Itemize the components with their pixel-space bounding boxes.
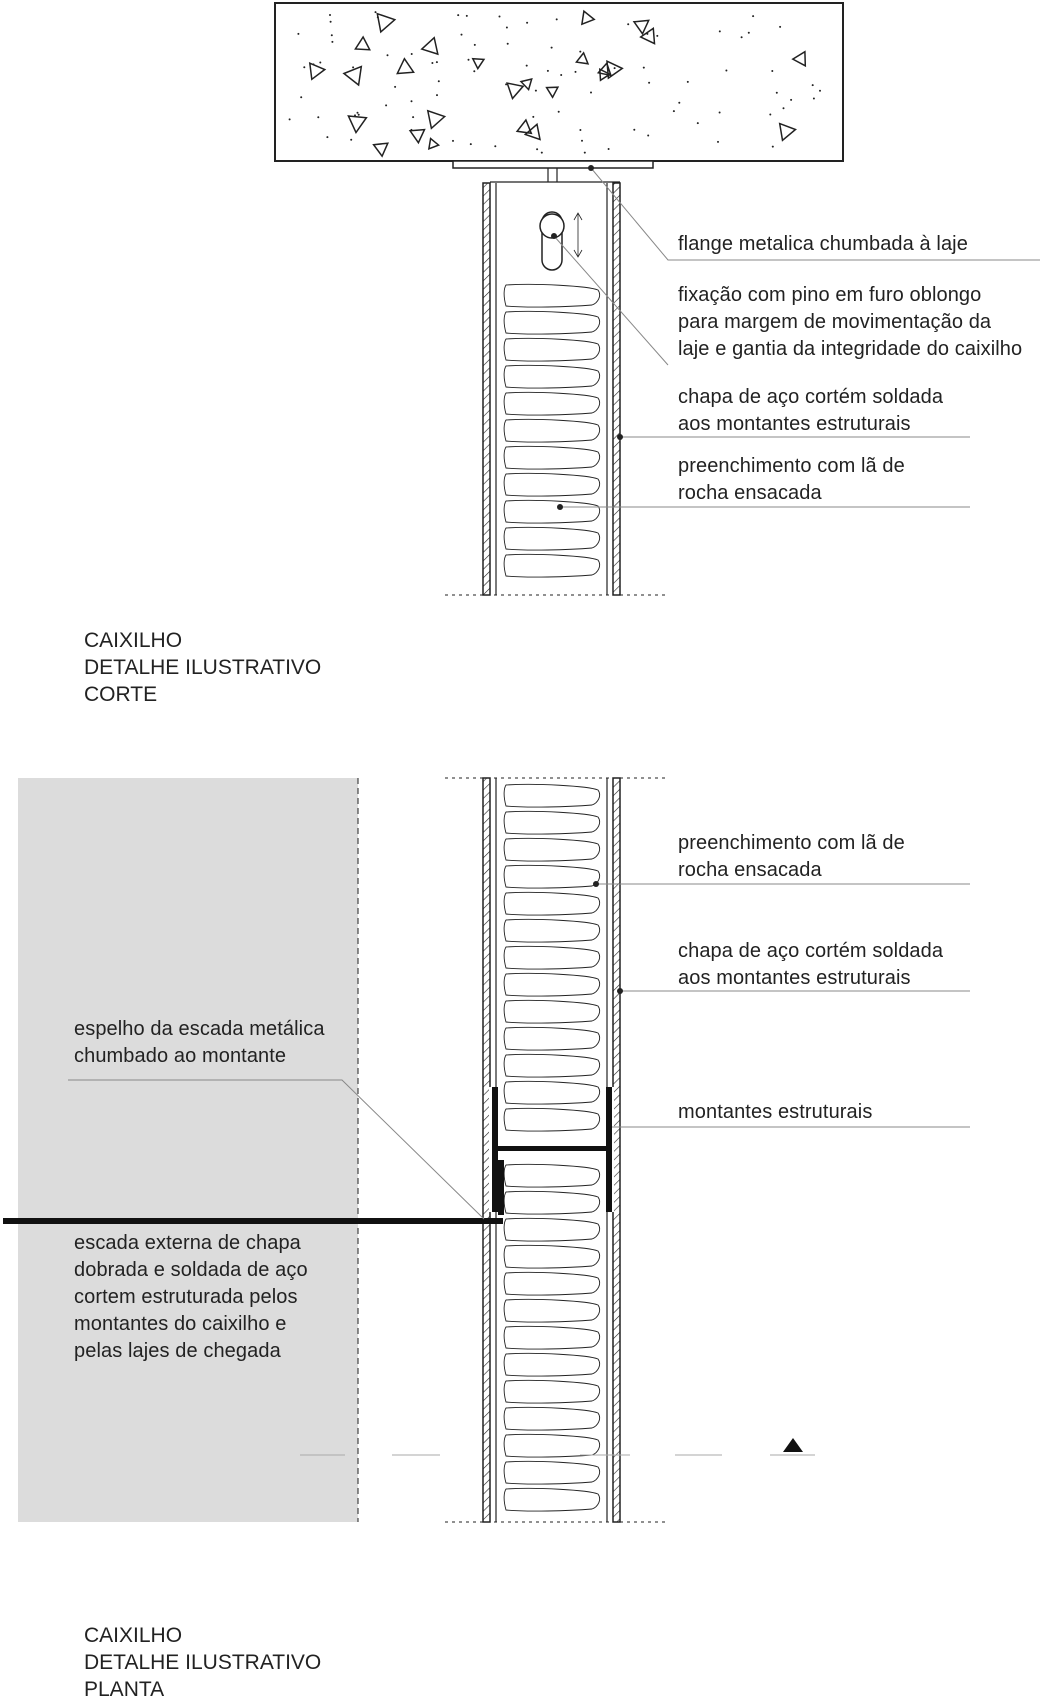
plan-title xyxy=(84,1622,321,1703)
sand-dot xyxy=(673,110,675,112)
sand-dot xyxy=(494,145,496,147)
label-line: aos montantes estruturais xyxy=(678,413,911,435)
concrete-slab xyxy=(275,3,843,161)
sand-dot xyxy=(535,90,537,92)
label-plan-preenchimento xyxy=(678,830,905,884)
sand-dot xyxy=(614,67,616,69)
wool-bag xyxy=(504,1081,600,1104)
wool-bag xyxy=(504,1108,600,1131)
label-plan-espelho xyxy=(74,1016,325,1070)
sand-dot xyxy=(769,114,771,116)
wool-bag xyxy=(504,1461,600,1484)
wool-bag xyxy=(504,784,600,807)
sand-dot xyxy=(725,70,727,72)
title-line: CAIXILHO xyxy=(84,629,183,652)
sand-dot xyxy=(752,15,754,17)
sand-dot xyxy=(473,70,475,72)
sand-dot xyxy=(678,102,680,104)
sand-dot xyxy=(656,35,658,37)
sand-dot xyxy=(470,143,472,145)
title-line: DETALHE ILUSTRATIVO xyxy=(84,1651,322,1674)
label-line: chapa de aço cortém soldada xyxy=(678,386,944,408)
sand-dot xyxy=(779,26,781,28)
sand-dot xyxy=(352,66,354,68)
sand-dot xyxy=(776,92,778,94)
wool-bag xyxy=(504,338,600,361)
wool-bag xyxy=(504,838,600,861)
sand-dot xyxy=(717,141,719,143)
sand-dot xyxy=(436,94,438,96)
sand-dot xyxy=(532,116,534,118)
sand-dot xyxy=(457,14,459,16)
sand-dot xyxy=(719,112,721,114)
wool-bag xyxy=(504,1434,600,1457)
sand-dot xyxy=(331,41,333,43)
sand-dot xyxy=(584,152,586,154)
section-marker-arrow xyxy=(783,1438,803,1452)
label-line: para margem de movimentação da xyxy=(678,311,992,333)
sand-dot xyxy=(303,66,305,68)
sand-dot xyxy=(466,15,468,17)
sand-dot xyxy=(536,148,538,150)
wool-bag xyxy=(504,1245,600,1268)
wool-bag xyxy=(504,811,600,834)
sand-dot xyxy=(313,63,315,65)
label-line: pelas lajes de chegada xyxy=(74,1340,281,1362)
wool-bag xyxy=(504,1326,600,1349)
sand-dot xyxy=(468,59,470,61)
sand-dot xyxy=(547,70,549,72)
label-line: chapa de aço cortém soldada xyxy=(678,940,944,962)
sand-dot xyxy=(579,129,581,131)
sand-dot xyxy=(357,112,359,114)
label-line: laje e gantia da integridade do caixilho xyxy=(678,338,1023,360)
section-title xyxy=(84,627,321,708)
sand-dot xyxy=(581,140,583,142)
sand-dot xyxy=(499,16,501,18)
sand-dot xyxy=(350,139,352,141)
sand-dot xyxy=(387,54,389,56)
title-line: PLANTA xyxy=(84,1678,165,1701)
section-leader-dots xyxy=(551,165,623,510)
sand-dot xyxy=(556,18,558,20)
label-line: montantes do caixilho e xyxy=(74,1313,287,1335)
label-line: espelho da escada metálica xyxy=(74,1018,325,1040)
sand-dot xyxy=(474,44,476,46)
sand-dot xyxy=(412,116,414,118)
sand-dot xyxy=(560,74,562,76)
sand-dot xyxy=(411,100,413,102)
label-flange xyxy=(678,231,968,258)
sand-dot xyxy=(526,22,528,24)
sand-dot xyxy=(526,65,528,67)
wool-bag xyxy=(504,284,600,307)
sand-dot xyxy=(647,135,649,137)
sand-dot xyxy=(438,80,440,82)
sand-dot xyxy=(319,62,321,64)
sand-dot xyxy=(646,33,648,35)
sand-dot xyxy=(558,111,560,113)
sand-dot xyxy=(579,51,581,53)
label-line: cortem estruturada pelos xyxy=(74,1286,298,1308)
sand-dot xyxy=(506,27,508,29)
wool-bag xyxy=(504,527,600,550)
sand-dot xyxy=(505,83,507,85)
corten-plate-left xyxy=(483,183,490,595)
label-line: rocha ensacada xyxy=(678,859,822,881)
wool-bag xyxy=(504,419,600,442)
sand-dot xyxy=(297,33,299,35)
sand-dot xyxy=(697,122,699,124)
wool-bag xyxy=(504,554,600,577)
plan-plate-left xyxy=(483,778,490,1522)
label-line: rocha ensacada xyxy=(678,482,822,504)
label-fixacao xyxy=(678,282,1022,363)
label-line: flange metalica chumbada à laje xyxy=(678,233,968,255)
wool-bag xyxy=(504,1407,600,1430)
wool-bag xyxy=(504,500,600,523)
sand-dot xyxy=(741,36,743,38)
title-line: DETALHE ILUSTRATIVO xyxy=(84,656,322,679)
label-line: preenchimento com lã de xyxy=(678,832,905,854)
sand-dot xyxy=(772,146,774,148)
sand-dot xyxy=(385,104,387,106)
stair-area xyxy=(18,778,358,1522)
sand-dot xyxy=(541,152,543,154)
rock-wool-fill xyxy=(504,284,600,577)
wool-bag xyxy=(504,365,600,388)
label-plan-escada xyxy=(74,1230,308,1365)
title-line: CAIXILHO xyxy=(84,1624,183,1647)
wool-bag xyxy=(504,446,600,469)
wool-bag xyxy=(504,1027,600,1050)
sand-dot xyxy=(436,61,438,63)
sand-dot xyxy=(575,71,577,73)
label-line: escada externa de chapa xyxy=(74,1232,301,1254)
sand-dot xyxy=(790,99,792,101)
sand-dot xyxy=(771,70,773,72)
sand-dot xyxy=(331,34,333,36)
sand-dot xyxy=(783,107,785,109)
sand-dot xyxy=(354,114,356,116)
wool-bag xyxy=(504,865,600,888)
sand-dot xyxy=(643,67,645,69)
sand-dot xyxy=(819,90,821,92)
label-line: dobrada e soldada de aço xyxy=(74,1259,308,1281)
sand-dot xyxy=(608,148,610,150)
sand-dot xyxy=(507,43,509,45)
wool-bag xyxy=(504,1272,600,1295)
sand-dot xyxy=(411,53,413,55)
sand-dot xyxy=(431,62,433,64)
sand-dot xyxy=(551,47,553,49)
metal-flange xyxy=(453,161,653,168)
wool-bag xyxy=(504,1488,600,1511)
sand-dot xyxy=(317,116,319,118)
label-line: preenchimento com lã de xyxy=(678,455,905,477)
corten-plate-right xyxy=(613,183,620,595)
label-plan-montantes xyxy=(678,1099,872,1126)
plan-plate-right xyxy=(613,778,620,1522)
wool-bag xyxy=(504,1191,600,1214)
label-line: fixação com pino em furo oblongo xyxy=(678,284,982,306)
sand-dot xyxy=(452,140,454,142)
sand-dot xyxy=(394,86,396,88)
wool-bag xyxy=(504,392,600,415)
sand-dot xyxy=(590,92,592,94)
label-plan-chapa xyxy=(678,938,943,992)
plan-drawing xyxy=(3,778,815,1522)
sand-dot xyxy=(627,23,629,25)
sand-dot xyxy=(687,81,689,83)
sand-dot xyxy=(813,98,815,100)
wool-bag xyxy=(504,1054,600,1077)
label-line: montantes estruturais xyxy=(678,1101,873,1123)
label-line: aos montantes estruturais xyxy=(678,967,911,989)
wool-bag xyxy=(504,892,600,915)
sand-dot xyxy=(461,34,463,36)
stair-plate xyxy=(3,1218,503,1224)
title-line: CORTE xyxy=(84,683,158,706)
sand-dot xyxy=(300,96,302,98)
wool-bag xyxy=(504,973,600,996)
sand-dot xyxy=(410,129,412,131)
sand-dot xyxy=(812,84,814,86)
wool-bag xyxy=(504,946,600,969)
wool-bag xyxy=(504,1164,600,1187)
wool-bag xyxy=(504,1000,600,1023)
sand-dot xyxy=(329,14,331,16)
sand-dot xyxy=(648,82,650,84)
sand-dot xyxy=(358,114,360,116)
sand-dot xyxy=(375,11,377,13)
wool-bag xyxy=(504,919,600,942)
sand-dot xyxy=(326,136,328,138)
sand-dot xyxy=(377,16,379,18)
wool-bag xyxy=(504,1380,600,1403)
wool-bag xyxy=(504,1299,600,1322)
sand-dot xyxy=(289,118,291,120)
label-chapa xyxy=(678,384,943,438)
wool-bag xyxy=(504,473,600,496)
wool-bag xyxy=(504,1218,600,1241)
label-preenchimento xyxy=(678,453,905,507)
wool-bag xyxy=(504,311,600,334)
sand-dot xyxy=(633,129,635,131)
label-line: chumbado ao montante xyxy=(74,1045,287,1067)
wool-bag xyxy=(504,1353,600,1376)
sand-dot xyxy=(719,30,721,32)
sand-dot xyxy=(748,32,750,34)
sand-dot xyxy=(330,21,332,23)
